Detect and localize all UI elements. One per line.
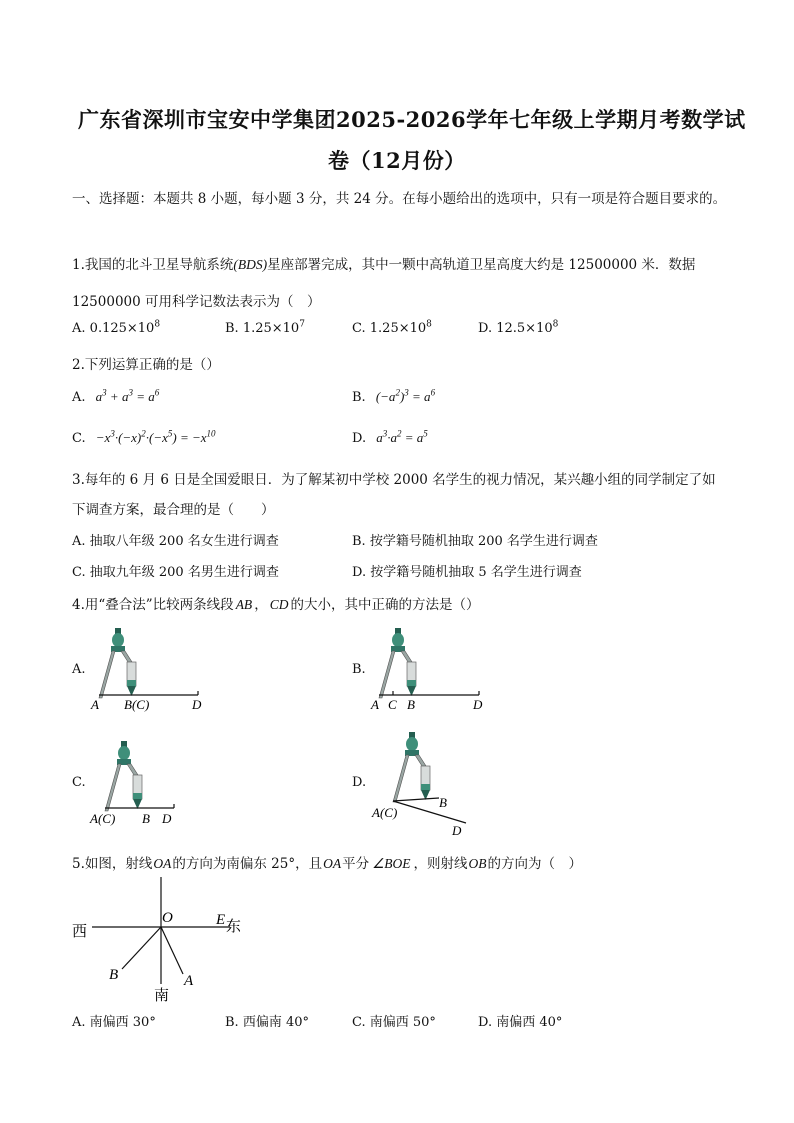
q4-option-a-letter: A. <box>72 662 86 677</box>
label-a: A <box>184 973 194 989</box>
q4-figure-c <box>88 735 218 830</box>
fig-c-label-ac: A(C) <box>90 811 116 826</box>
fig-b-label-d: D <box>473 697 483 712</box>
q1-text-a: 1.我国的北斗卫星导航系统 <box>72 257 234 273</box>
question-3-line2: 下调查方案，最合理的是（ ） <box>72 502 275 518</box>
fig-c-label-d: D <box>162 811 172 826</box>
label-east: 东 <box>226 919 242 935</box>
q2-option-c: C. $-x^3\cdot(-x)^2\cdot(-x^5) = -x^{10}$ <box>72 428 216 446</box>
section-heading: 一、选择题：本题共 8 小题，每小题 3 分，共 24 分。在每小题给出的选项中，只有一项是符合题目要求的。 <box>72 191 727 207</box>
question-5: 5.如图，射线OA的方向为南偏东 25°，且OA平分 ∠BOE ，则射线OB的方向为（ ） <box>72 856 582 872</box>
q1-option-b: B. $1.25\times 10^7$ <box>225 319 305 336</box>
q1-option-c: C. $1.25\times 10^8$ <box>352 319 432 336</box>
q4-figure-b <box>366 622 496 712</box>
fig-a-label-d: D <box>192 697 202 712</box>
q1-option-a: A. $0.125\times 10^8$ <box>72 319 161 336</box>
label-b: B <box>109 967 119 983</box>
q5-option-a: A. 南偏西 30° <box>72 1015 156 1030</box>
fig-b-label-c: C <box>388 697 397 712</box>
q1-text-b: 星座部署完成，其中一颗中高轨道卫星高度大约是 12500000 米．数据 <box>267 257 696 273</box>
q3-option-c: C. 抽取九年级 200 名男生进行调查 <box>72 565 279 580</box>
fig-d-label-ac: A(C) <box>372 805 398 820</box>
fig-a-label-a: A <box>91 697 99 712</box>
doc-title-line2: 卷（12月份） <box>328 148 466 173</box>
q4-figure-d <box>366 728 496 838</box>
question-4: 4.用“叠合法”比较两条线段 AB ， CD 的大小，其中正确的方法是（） <box>72 597 480 613</box>
q2-option-b: B. $(-a^2)^3 = a^6$ <box>352 387 436 405</box>
question-1-line2: 12500000 可用科学记数法表示为（ ） <box>72 294 321 310</box>
q1-option-d: D. $12.5\times 10^8$ <box>478 319 559 336</box>
q3-option-a: A. 抽取八年级 200 名女生进行调查 <box>72 534 279 549</box>
fig-d-label-d: D <box>452 823 462 838</box>
label-e: E <box>216 912 226 928</box>
q4-option-d-letter: D. <box>352 775 367 790</box>
q5-option-d: D. 南偏西 40° <box>478 1015 563 1030</box>
fig-b-label-a: A <box>371 697 379 712</box>
q2-option-a: A. $a^3 + a^3 = a^6$ <box>72 387 160 405</box>
fig-a-label-bc: B(C) <box>124 697 150 712</box>
fig-d-label-b: B <box>439 795 447 810</box>
q5-option-c: C. 南偏西 50° <box>352 1015 436 1030</box>
q4-option-c-letter: C. <box>72 775 86 790</box>
q2-option-d: D. $a^3\cdot a^2 = a^5$ <box>352 428 428 446</box>
label-south: 南 <box>154 988 170 1004</box>
label-west: 西 <box>72 924 88 940</box>
q1-bds: (BDS) <box>233 257 268 272</box>
question-1-line1 <box>72 253 695 273</box>
q4-figure-a <box>88 622 218 712</box>
q4-option-b-letter: B. <box>352 662 366 677</box>
q5-option-b: B. 西偏南 40° <box>225 1015 309 1030</box>
doc-title-line1: 广东省深圳市宝安中学集团2025-2026学年七年级上学期月考数学试 <box>78 107 746 132</box>
q3-option-b: B. 按学籍号随机抽取 200 名学生进行调查 <box>352 534 598 549</box>
q5-direction-figure <box>70 872 260 1007</box>
question-2: 2.下列运算正确的是（） <box>72 357 220 373</box>
q3-option-d: D. 按学籍号随机抽取 5 名学生进行调查 <box>352 565 582 580</box>
fig-c-label-b: B <box>142 811 150 826</box>
fig-b-label-b: B <box>407 697 415 712</box>
question-3-line1: 3.每年的 6 月 6 日是全国爱眼日．为了解某初中学校 2000 名学生的视力情况，某兴趣小组的同学制定了如 <box>72 472 716 488</box>
label-o: O <box>162 910 173 926</box>
